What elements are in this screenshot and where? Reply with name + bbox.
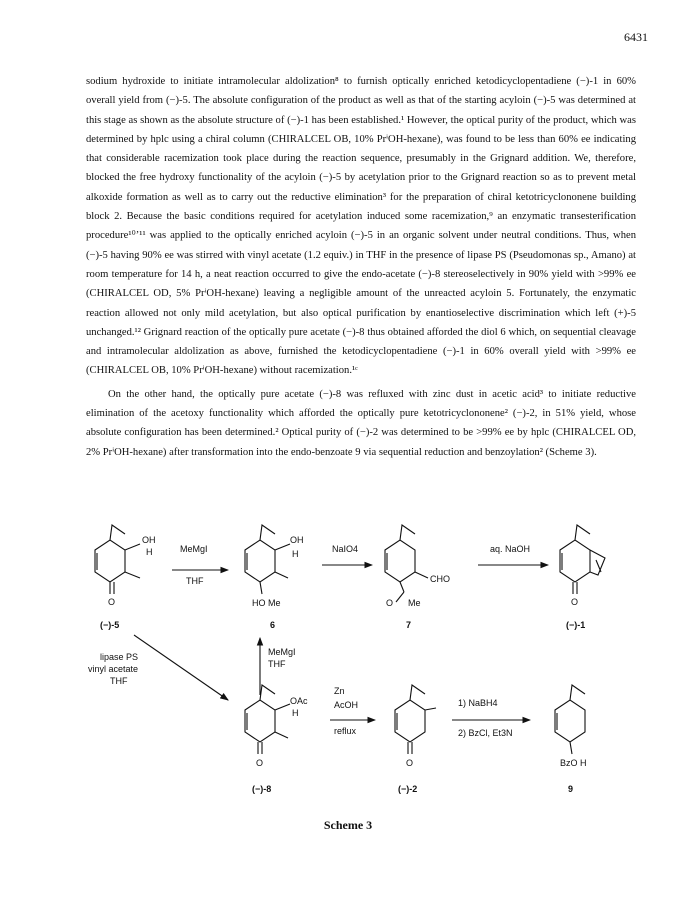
compound-5-structure xyxy=(95,525,156,607)
reagent-6-line1: Zn xyxy=(334,686,345,696)
compound-9-structure xyxy=(555,685,587,768)
reagent-4-line3: THF xyxy=(110,676,128,686)
atom-oac: OAc xyxy=(290,696,308,706)
atom-oh-6: OH xyxy=(290,535,304,545)
compound-1-structure xyxy=(560,525,605,607)
reagent-4-line2: vinyl acetate xyxy=(88,664,139,674)
atom-h-8: H xyxy=(292,708,299,718)
compound-2-structure xyxy=(395,685,436,768)
compound-8-structure xyxy=(245,685,308,768)
scheme-caption: Scheme 3 xyxy=(323,818,373,832)
atom-oh: OH xyxy=(142,535,156,545)
reagent-4-line1: lipase PS xyxy=(100,652,139,662)
reagent-1-bottom: THF xyxy=(186,576,204,586)
atom-ho-me: HO Me xyxy=(252,598,281,608)
reagent-7-line1: 1) NaBH4 xyxy=(458,698,498,708)
label-compound-5: (−)-5 xyxy=(100,620,120,630)
compound-6-structure xyxy=(245,525,304,608)
atom-o-8: O xyxy=(256,758,264,768)
atom-o-2: O xyxy=(406,758,414,768)
label-compound-7: 7 xyxy=(406,620,412,630)
reagent-6-line2: AcOH xyxy=(334,700,359,710)
reagent-5-line2: THF xyxy=(268,659,286,669)
label-compound-1: (−)-1 xyxy=(566,620,586,630)
atom-cho: CHO xyxy=(430,574,450,584)
reagent-3-top: aq. NaOH xyxy=(490,544,531,554)
label-compound-6: 6 xyxy=(270,620,276,630)
compound-7-structure xyxy=(385,525,450,608)
arrow-4 xyxy=(134,635,228,700)
page-number: 6431 xyxy=(624,30,648,44)
label-compound-2: (−)-2 xyxy=(398,784,418,794)
label-compound-8: (−)-8 xyxy=(252,784,272,794)
body-text xyxy=(86,72,636,462)
atom-o-7: O xyxy=(386,598,394,608)
atom-bzo-h: BzO H xyxy=(560,758,587,768)
reagent-1-top: MeMgI xyxy=(180,544,208,554)
reagent-5-line1: MeMgI xyxy=(268,647,296,657)
label-compound-9: 9 xyxy=(568,784,574,794)
reagent-2-top: NaIO4 xyxy=(332,544,359,554)
paragraph-1: sodium hydroxide to initiate intramolecular aldolization⁸ to furnish optically enriched ketodicyclopentadiene (−)-1 in 60% overall yield from (−)-5. The absolute configuration of the product as well as that of the starting acyloin (−)-5 was determined at this stage as shown as the absolute structure of (−)-1 has been established.¹ However, the optical purity of the product, which was determined by hplc using a chiral column (CHIRALCEL OB, 10% PrⁱOH-hexane), was found to be less than 60% ee indicating that considerable racemization took place during the reaction sequence, presumably in the Grignard addition. We, therefore, blocked the free hydroxy functionality of the acyloin (−)-5 by acetylation prior to the Grignard reaction so as to prevent metal alkoxide formation as well as to carry out the reductive elimination³ for the preparation of chiral ketotricyclononene building block 2. Because the basic conditions required for acetylation induced some racemization,⁹ an enzymatic transesterification procedure¹⁰ʼ¹¹ was applied to the optically enriched acyloin (−)-5 in an organic solvent under neutral conditions. Thus, when (−)-5 having 90% ee was stirred with vinyl acetate (1.2 equiv.) in THF in the presence of lipase PS (Pseudomonas sp., Amano) at room temperature for 14 h, a neat reaction occurred to give the endo-acetate (−)-8 stereoselectively in 90% yield with >99% ee (CHIRALCEL OD, 5% PrⁱOH-hexane) leaving a negligible amount of the unreacted acyloin 5. Fortunately, the enzymatic reaction allowed not only mild acetylation, but also optical purification by enantioselective discrimination which left (+)-5 unchanged.¹² Grignard reaction of the optically pure acetate (−)-8 thus obtained afforded the diol 6 which, on sequential cleavage and intramolecular aldolization as above, furnished the ketodicyclopentadiene (−)-1 in 60% overall yield with >99% ee (CHIRALCEL OB, 10% PrⁱOH-hexane) without racemization.¹ᶜ xyxy=(86,76,636,377)
atom-o: O xyxy=(108,597,116,607)
atom-h: H xyxy=(146,547,153,557)
scheme-3-figure xyxy=(0,510,696,840)
atom-me-7: Me xyxy=(408,598,421,608)
reagent-7-line2: 2) BzCl, Et3N xyxy=(458,728,513,738)
atom-h-6: H xyxy=(292,549,299,559)
paragraph-2: On the other hand, the optically pure acetate (−)-8 was refluxed with zinc dust in acetic acid³ to initiate reductive elimination of the acetoxy functionality which afforded the optically pure ketotricyclononene² (−)-2, in 51% yield, whose absolute configuration has been determined.² Optical purity of (−)-2 was determined to be >99% ee by hplc (CHIRALCEL OD, 2% PrⁱOH-hexane) after transformation into the endo-benzoate 9 via sequential reduction and benzoylation² (Scheme 3). xyxy=(86,388,636,458)
atom-o-1: O xyxy=(571,597,579,607)
reagent-6-line3: reflux xyxy=(334,726,357,736)
